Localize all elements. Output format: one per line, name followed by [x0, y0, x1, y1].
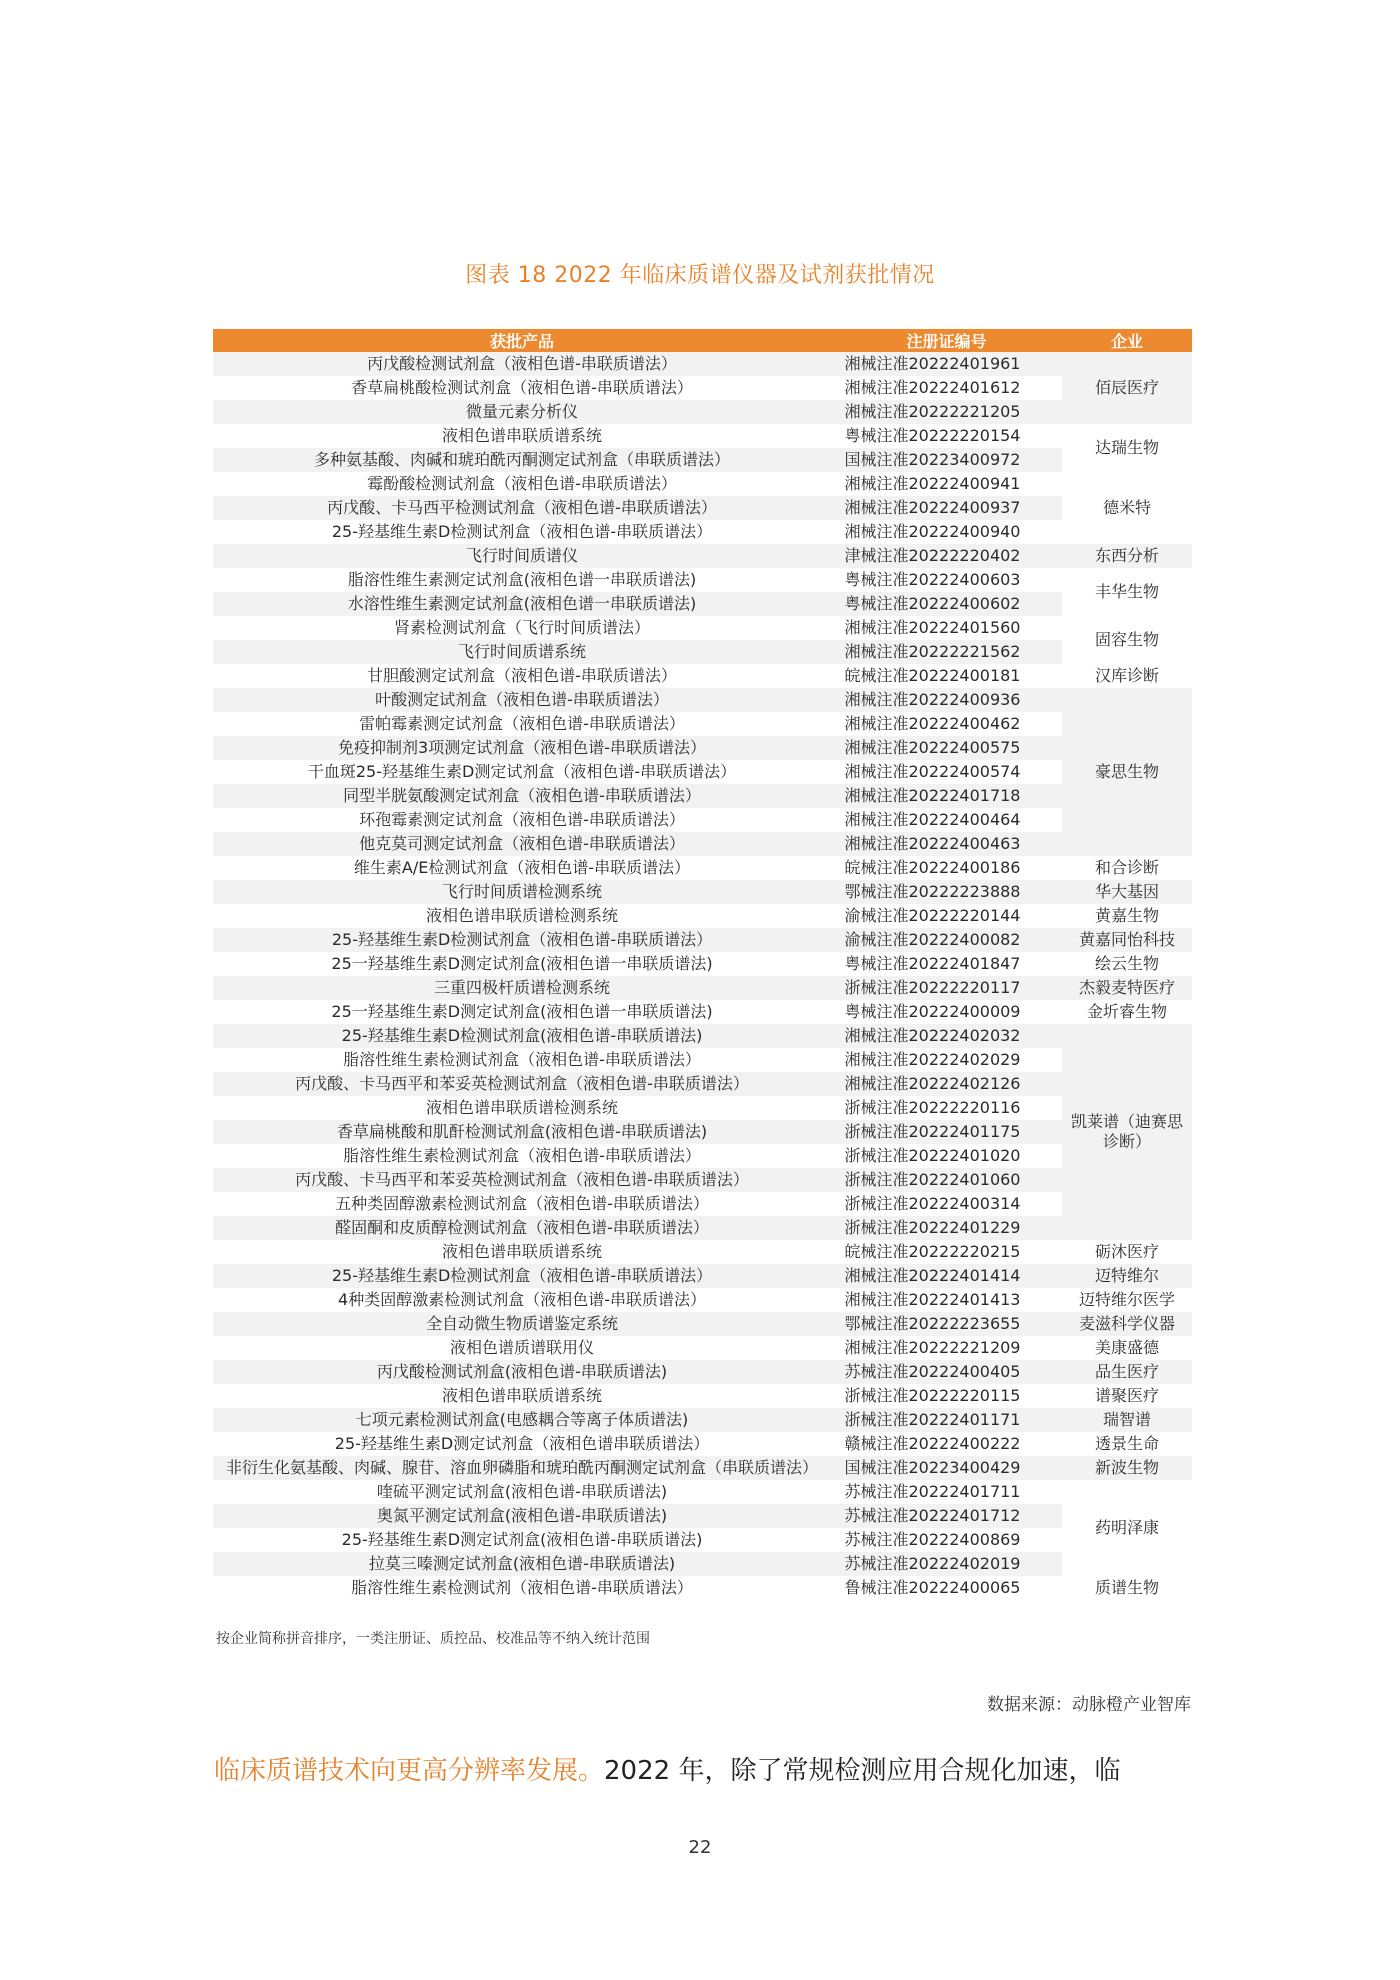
product-cell: 醛固酮和皮质醇检测试剂盒（液相色谱-串联质谱法） [213, 1216, 831, 1240]
product-cell: 全自动微生物质谱鉴定系统 [213, 1312, 831, 1336]
company-cell: 华大基因 [1062, 880, 1192, 904]
product-cell: 他克莫司测定试剂盒（液相色谱-串联质谱法） [213, 832, 831, 856]
registration-cell: 湘械注准20222401414 [831, 1264, 1062, 1288]
product-cell: 脂溶性维生素测定试剂盒(液相色谱一串联质谱法) [213, 568, 831, 592]
product-cell: 25-羟基维生素D测定试剂盒(液相色谱-串联质谱法) [213, 1528, 831, 1552]
product-cell: 拉莫三嗪测定试剂盒(液相色谱-串联质谱法) [213, 1552, 831, 1576]
product-cell: 液相色谱串联质谱检测系统 [213, 1096, 831, 1120]
registration-cell: 鄂械注准20222223655 [831, 1312, 1062, 1336]
company-cell: 黄嘉生物 [1062, 904, 1192, 928]
product-cell: 丙戊酸、卡马西平和苯妥英检测试剂盒（液相色谱-串联质谱法） [213, 1072, 831, 1096]
table-row [213, 856, 1192, 880]
company-cell: 豪思生物 [1062, 688, 1192, 856]
product-cell: 免疫抑制剂3项测定试剂盒（液相色谱-串联质谱法） [213, 736, 831, 760]
table-row [213, 1504, 1192, 1528]
table-row [213, 640, 1192, 664]
table-row [213, 424, 1192, 448]
registration-cell: 湘械注准20222221205 [831, 400, 1062, 424]
header-registration: 注册证编号 [831, 329, 1062, 352]
product-cell: 干血斑25-羟基维生素D测定试剂盒（液相色谱-串联质谱法） [213, 760, 831, 784]
table-row [213, 352, 1192, 376]
company-cell: 绘云生物 [1062, 952, 1192, 976]
company-cell: 和合诊断 [1062, 856, 1192, 880]
registration-cell: 苏械注准20222400869 [831, 1528, 1062, 1552]
product-cell: 环孢霉素测定试剂盒（液相色谱-串联质谱法） [213, 808, 831, 832]
table-row [213, 592, 1192, 616]
registration-cell: 湘械注准20222401961 [831, 352, 1062, 376]
table-row [213, 616, 1192, 640]
header-product: 获批产品 [213, 329, 831, 352]
company-cell: 固容生物 [1062, 616, 1192, 664]
registration-cell: 湘械注准20222400940 [831, 520, 1062, 544]
product-cell: 同型半胱氨酸测定试剂盒（液相色谱-串联质谱法） [213, 784, 831, 808]
product-cell: 脂溶性维生素检测试剂（液相色谱-串联质谱法） [213, 1576, 831, 1600]
registration-cell: 湘械注准20222221209 [831, 1336, 1062, 1360]
company-cell: 丰华生物 [1062, 568, 1192, 616]
approval-table [213, 329, 1192, 1600]
registration-cell: 苏械注准20222401711 [831, 1480, 1062, 1504]
product-cell: 25一羟基维生素D测定试剂盒(液相色谱一串联质谱法) [213, 1000, 831, 1024]
table-row [213, 1432, 1192, 1456]
product-cell: 三重四极杆质谱检测系统 [213, 976, 831, 1000]
table-row [213, 1456, 1192, 1480]
table-row [213, 1408, 1192, 1432]
registration-cell: 国械注准20223400972 [831, 448, 1062, 472]
product-cell: 25-羟基维生素D检测试剂盒（液相色谱-串联质谱法） [213, 1264, 831, 1288]
product-cell: 液相色谱质谱联用仪 [213, 1336, 831, 1360]
company-cell: 药明泽康 [1062, 1480, 1192, 1576]
registration-cell: 湘械注准20222401560 [831, 616, 1062, 640]
product-cell: 微量元素分析仪 [213, 400, 831, 424]
registration-cell: 湘械注准20222401612 [831, 376, 1062, 400]
table-row [213, 544, 1192, 568]
product-cell: 液相色谱串联质谱系统 [213, 1384, 831, 1408]
product-cell: 雷帕霉素测定试剂盒（液相色谱-串联质谱法） [213, 712, 831, 736]
table-row [213, 1480, 1192, 1504]
registration-cell: 浙械注准20222401229 [831, 1216, 1062, 1240]
registration-cell: 浙械注准20222220117 [831, 976, 1062, 1000]
table-row [213, 664, 1192, 688]
product-cell: 25一羟基维生素D测定试剂盒(液相色谱一串联质谱法) [213, 952, 831, 976]
registration-cell: 皖械注准20222400186 [831, 856, 1062, 880]
registration-cell: 湘械注准20222221562 [831, 640, 1062, 664]
product-cell: 液相色谱串联质谱检测系统 [213, 904, 831, 928]
product-cell: 七项元素检测试剂盒(电感耦合等离子体质谱法) [213, 1408, 831, 1432]
table-row [213, 568, 1192, 592]
registration-cell: 鲁械注准20222400065 [831, 1576, 1062, 1600]
product-cell: 香草扁桃酸和肌酐检测试剂盒(液相色谱-串联质谱法) [213, 1120, 831, 1144]
table-row [213, 1000, 1192, 1024]
product-cell: 叶酸测定试剂盒（液相色谱-串联质谱法） [213, 688, 831, 712]
product-cell: 水溶性维生素测定试剂盒(液相色谱一串联质谱法) [213, 592, 831, 616]
table-row [213, 1192, 1192, 1216]
product-cell: 25-羟基维生素D测定试剂盒（液相色谱串联质谱法） [213, 1432, 831, 1456]
registration-cell: 湘械注准20222401413 [831, 1288, 1062, 1312]
table-row [213, 1288, 1192, 1312]
registration-cell: 苏械注准20222400405 [831, 1360, 1062, 1384]
registration-cell: 皖械注准20222400181 [831, 664, 1062, 688]
company-cell: 新波生物 [1062, 1456, 1192, 1480]
registration-cell: 粤械注准20222400602 [831, 592, 1062, 616]
product-cell: 霉酚酸检测试剂盒（液相色谱-串联质谱法） [213, 472, 831, 496]
product-cell: 液相色谱串联质谱系统 [213, 1240, 831, 1264]
product-cell: 25-羟基维生素D检测试剂盒（液相色谱-串联质谱法） [213, 520, 831, 544]
table-row [213, 520, 1192, 544]
registration-cell: 湘械注准20222400574 [831, 760, 1062, 784]
product-cell: 非衍生化氨基酸、肉碱、腺苷、溶血卵磷脂和琥珀酰丙酮测定试剂盒（串联质谱法） [213, 1456, 831, 1480]
registration-cell: 渝械注准20222220144 [831, 904, 1062, 928]
paragraph-highlight: 临床质谱技术向更高分辨率发展。 [214, 1756, 605, 1786]
table-row [213, 1360, 1192, 1384]
registration-cell: 湘械注准20222402032 [831, 1024, 1062, 1048]
paragraph-text: 2022 年，除了常规检测应用合规化加速，临 [604, 1756, 1121, 1786]
table-row [213, 928, 1192, 952]
company-cell: 迈特维尔医学 [1062, 1288, 1192, 1312]
company-cell: 达瑞生物 [1062, 424, 1192, 472]
registration-cell: 渝械注准20222400082 [831, 928, 1062, 952]
product-cell: 香草扁桃酸检测试剂盒（液相色谱-串联质谱法） [213, 376, 831, 400]
company-cell: 凯莱谱（迪赛思诊断） [1062, 1024, 1192, 1240]
company-cell: 东西分析 [1062, 544, 1192, 568]
product-cell: 液相色谱串联质谱系统 [213, 424, 831, 448]
table-row [213, 784, 1192, 808]
table-row [213, 1168, 1192, 1192]
table-row [213, 472, 1192, 496]
table-row [213, 1024, 1192, 1048]
registration-cell: 湘械注准20222400463 [831, 832, 1062, 856]
product-cell: 飞行时间质谱检测系统 [213, 880, 831, 904]
table-row [213, 808, 1192, 832]
table-header [213, 329, 1192, 352]
product-cell: 25-羟基维生素D检测试剂盒（液相色谱-串联质谱法） [213, 928, 831, 952]
company-cell: 汉库诊断 [1062, 664, 1192, 688]
registration-cell: 赣械注准20222400222 [831, 1432, 1062, 1456]
registration-cell: 湘械注准20222400936 [831, 688, 1062, 712]
registration-cell: 湘械注准20222400941 [831, 472, 1062, 496]
table-row [213, 952, 1192, 976]
table-row [213, 496, 1192, 520]
product-cell: 4种类固醇激素检测试剂盒（液相色谱-串联质谱法） [213, 1288, 831, 1312]
table-row [213, 1528, 1192, 1552]
table-row [213, 1240, 1192, 1264]
registration-cell: 粤械注准20222400009 [831, 1000, 1062, 1024]
registration-cell: 湘械注准20222400462 [831, 712, 1062, 736]
table-row [213, 688, 1192, 712]
product-cell: 飞行时间质谱系统 [213, 640, 831, 664]
company-cell: 砺沐医疗 [1062, 1240, 1192, 1264]
table-row [213, 904, 1192, 928]
registration-cell: 浙械注准20222401171 [831, 1408, 1062, 1432]
table-row [213, 832, 1192, 856]
company-cell: 杰毅麦特医疗 [1062, 976, 1192, 1000]
product-cell: 肾素检测试剂盒（飞行时间质谱法） [213, 616, 831, 640]
table-row [213, 1144, 1192, 1168]
registration-cell: 津械注准20222220402 [831, 544, 1062, 568]
company-cell: 美康盛德 [1062, 1336, 1192, 1360]
registration-cell: 浙械注准20222401020 [831, 1144, 1062, 1168]
product-cell: 丙戊酸、卡马西平和苯妥英检测试剂盒（液相色谱-串联质谱法） [213, 1168, 831, 1192]
company-cell: 佰辰医疗 [1062, 352, 1192, 424]
registration-cell: 湘械注准20222402029 [831, 1048, 1062, 1072]
table-body [213, 352, 1192, 1600]
registration-cell: 浙械注准20222401060 [831, 1168, 1062, 1192]
product-cell: 飞行时间质谱仪 [213, 544, 831, 568]
company-cell: 质谱生物 [1062, 1576, 1192, 1600]
product-cell: 多种氨基酸、肉碱和琥珀酰丙酮测定试剂盒（串联质谱法） [213, 448, 831, 472]
table-row [213, 1264, 1192, 1288]
product-cell: 喹硫平测定试剂盒(液相色谱-串联质谱法) [213, 1480, 831, 1504]
registration-cell: 湘械注准20222402126 [831, 1072, 1062, 1096]
table-row [213, 1336, 1192, 1360]
registration-cell: 湘械注准20222400464 [831, 808, 1062, 832]
product-cell: 奥氮平测定试剂盒(液相色谱-串联质谱法) [213, 1504, 831, 1528]
company-cell: 黄嘉同怡科技 [1062, 928, 1192, 952]
table-row [213, 736, 1192, 760]
registration-cell: 浙械注准20222400314 [831, 1192, 1062, 1216]
table-row [213, 976, 1192, 1000]
product-cell: 丙戊酸检测试剂盒(液相色谱-串联质谱法) [213, 1360, 831, 1384]
company-cell: 透景生命 [1062, 1432, 1192, 1456]
product-cell: 25-羟基维生素D检测试剂盒(液相色谱-串联质谱法) [213, 1024, 831, 1048]
data-source: 数据来源：动脉橙产业智库 [987, 1695, 1191, 1715]
registration-cell: 湘械注准20222400575 [831, 736, 1062, 760]
table-row [213, 1552, 1192, 1576]
company-cell: 德米特 [1062, 472, 1192, 544]
table-row [213, 1576, 1192, 1600]
company-cell: 瑞智谱 [1062, 1408, 1192, 1432]
company-cell: 麦滋科学仪器 [1062, 1312, 1192, 1336]
product-cell: 脂溶性维生素检测试剂盒（液相色谱-串联质谱法） [213, 1144, 831, 1168]
registration-cell: 湘械注准20222401718 [831, 784, 1062, 808]
table-row [213, 1048, 1192, 1072]
table-row [213, 712, 1192, 736]
page-number: 22 [688, 1837, 712, 1858]
table-row [213, 880, 1192, 904]
registration-cell: 苏械注准20222402019 [831, 1552, 1062, 1576]
product-cell: 脂溶性维生素检测试剂盒（液相色谱-串联质谱法） [213, 1048, 831, 1072]
product-cell: 维生素A/E检测试剂盒（液相色谱-串联质谱法） [213, 856, 831, 880]
table-row [213, 1096, 1192, 1120]
figure-caption: 图表 18 2022 年临床质谱仪器及试剂获批情况 [465, 263, 935, 288]
product-cell: 甘胆酸测定试剂盒（液相色谱-串联质谱法） [213, 664, 831, 688]
table-row [213, 400, 1192, 424]
registration-cell: 皖械注准20222220215 [831, 1240, 1062, 1264]
table-row [213, 448, 1192, 472]
registration-cell: 浙械注准20222220115 [831, 1384, 1062, 1408]
registration-cell: 鄂械注准20222223888 [831, 880, 1062, 904]
header-company: 企业 [1062, 329, 1192, 352]
body-paragraph [214, 1753, 1194, 1789]
table-row [213, 376, 1192, 400]
table-row [213, 1312, 1192, 1336]
product-cell: 五种类固醇激素检测试剂盒（液相色谱-串联质谱法） [213, 1192, 831, 1216]
company-cell: 迈特维尔 [1062, 1264, 1192, 1288]
table-row [213, 1072, 1192, 1096]
table-footnote: 按企业简称拼音排序，一类注册证、质控品、校准品等不纳入统计范围 [216, 1631, 650, 1647]
registration-cell: 粤械注准20222401847 [831, 952, 1062, 976]
table-row [213, 1384, 1192, 1408]
registration-cell: 国械注准20223400429 [831, 1456, 1062, 1480]
registration-cell: 浙械注准20222220116 [831, 1096, 1062, 1120]
registration-cell: 湘械注准20222400937 [831, 496, 1062, 520]
table-row [213, 760, 1192, 784]
product-cell: 丙戊酸检测试剂盒（液相色谱-串联质谱法） [213, 352, 831, 376]
registration-cell: 浙械注准20222401175 [831, 1120, 1062, 1144]
registration-cell: 苏械注准20222401712 [831, 1504, 1062, 1528]
product-cell: 丙戊酸、卡马西平检测试剂盒（液相色谱-串联质谱法） [213, 496, 831, 520]
company-cell: 品生医疗 [1062, 1360, 1192, 1384]
registration-cell: 粤械注准20222220154 [831, 424, 1062, 448]
company-cell: 金圻睿生物 [1062, 1000, 1192, 1024]
company-cell: 谱聚医疗 [1062, 1384, 1192, 1408]
registration-cell: 粤械注准20222400603 [831, 568, 1062, 592]
table-row [213, 1120, 1192, 1144]
table-row [213, 1216, 1192, 1240]
